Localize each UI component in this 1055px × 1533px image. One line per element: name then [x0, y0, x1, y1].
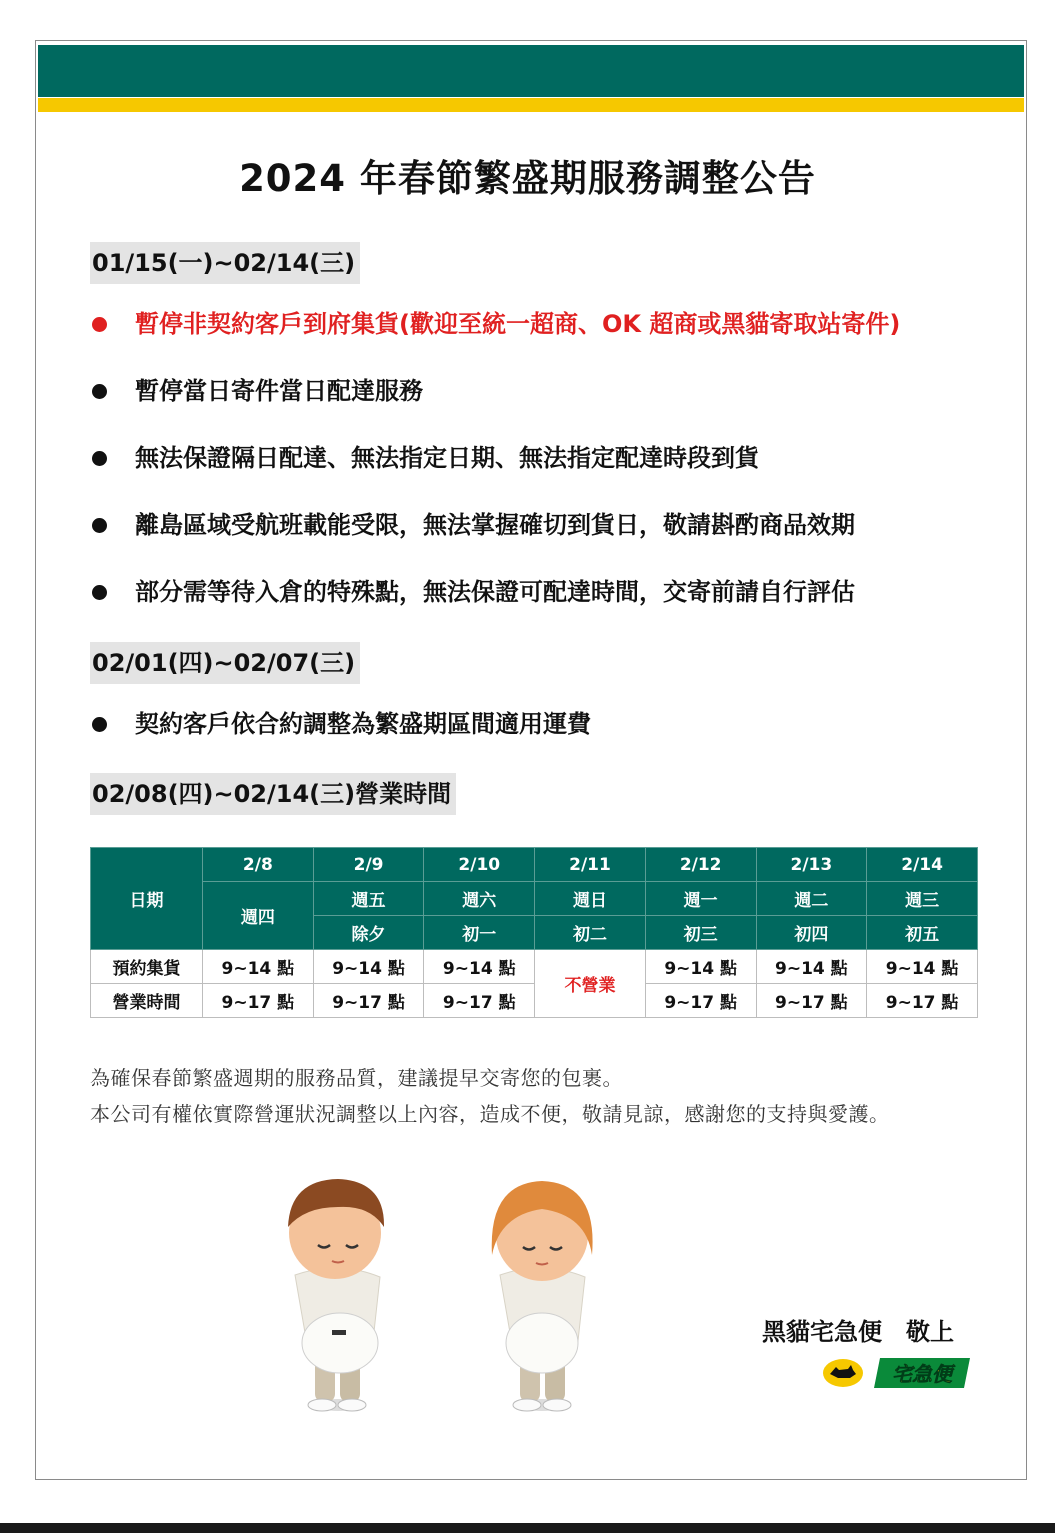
lunar-date-cell: 除夕: [313, 916, 424, 950]
date-cell: 2/13: [756, 848, 867, 882]
tqbin-logo: [822, 1356, 972, 1390]
header-green-band: [38, 45, 1024, 97]
pickup-cell: 9~14 點: [424, 950, 535, 984]
weekday-cell: 週五: [313, 882, 424, 916]
pickup-cell: 9~14 點: [203, 950, 314, 984]
section-heading-3: 02/08(四)~02/14(三)營業時間: [90, 773, 456, 815]
weekday-cell: 週一: [645, 882, 756, 916]
table-row: [91, 882, 978, 916]
bowing-staff-illustration: [260, 1165, 640, 1425]
list-item: 無法保證隔日配達、無法指定日期、無法指定配達時段到貨: [90, 438, 900, 505]
list-item: 暫停非契約客戶到府集貨(歡迎至統一超商、OK 超商或黑貓寄取站寄件): [90, 304, 900, 371]
section-1-list: [90, 304, 900, 639]
bowing-boy-figure: [288, 1179, 384, 1411]
table-row: [91, 950, 978, 984]
lunar-date-cell: 初三: [645, 916, 756, 950]
pickup-cell: 9~14 點: [645, 950, 756, 984]
hours-cell: 9~17 點: [645, 984, 756, 1018]
section-heading-2: 02/01(四)~02/07(三): [90, 642, 360, 684]
lunar-date-cell: 初四: [756, 916, 867, 950]
pickup-row-header: 預約集貨: [91, 950, 203, 984]
closed-cell: 不營業: [535, 950, 646, 1018]
section-heading-1: 01/15(一)~02/14(三): [90, 242, 360, 284]
pickup-cell: 9~14 點: [756, 950, 867, 984]
notice-title: 2024 年春節繁盛期服務調整公告: [239, 157, 816, 200]
bullet-dot-icon: [92, 451, 107, 466]
bullet-dot-icon: [92, 518, 107, 533]
bullet-dot-icon: [92, 384, 107, 399]
hours-cell: 9~17 點: [867, 984, 978, 1018]
weekday-cell: 週日: [535, 882, 646, 916]
weekday-cell: 週六: [424, 882, 535, 916]
hours-cell: 9~17 點: [313, 984, 424, 1018]
bowing-girl-figure: [492, 1181, 593, 1411]
hours-cell: 9~17 點: [756, 984, 867, 1018]
weekday-cell: 週三: [867, 882, 978, 916]
bullet-dot-icon: [92, 317, 107, 332]
signature: 黑貓宅急便 敬上: [762, 1318, 954, 1346]
date-cell: 2/12: [645, 848, 756, 882]
lunar-date-cell: 初五: [867, 916, 978, 950]
footnote-1: 為確保春節繁盛週期的服務品質，建議提早交寄您的包裹。: [90, 1066, 623, 1090]
bullet-dot-icon: [92, 585, 107, 600]
list-item: 離島區域受航班載能受限，無法掌握確切到貨日，敬請斟酌商品效期: [90, 505, 900, 572]
list-item: 部分需等待入倉的特殊點，無法保證可配達時間，交寄前請自行評估: [90, 572, 900, 639]
bottom-edge-bar: [0, 1523, 1055, 1533]
weekday-cell: 週四: [203, 882, 314, 950]
hours-cell: 9~17 點: [424, 984, 535, 1018]
business-hours-table: [90, 847, 978, 1018]
list-item: 契約客戶依合約調整為繁盛期區間適用運費: [90, 704, 591, 771]
lunar-date-cell: 初一: [424, 916, 535, 950]
date-cell: 2/10: [424, 848, 535, 882]
list-item: 暫停當日寄件當日配達服務: [90, 371, 900, 438]
header-yellow-stripe: [38, 98, 1024, 112]
date-cell: 2/14: [867, 848, 978, 882]
table-row: [91, 848, 978, 882]
date-cell: 2/11: [535, 848, 646, 882]
pickup-cell: 9~14 點: [867, 950, 978, 984]
section-2-list: [90, 704, 591, 771]
pickup-cell: 9~14 點: [313, 950, 424, 984]
hours-row-header: 營業時間: [91, 984, 203, 1018]
date-cell: 2/9: [313, 848, 424, 882]
footnote-2: 本公司有權依實際營運狀況調整以上內容，造成不便，敬請見諒，感謝您的支持與愛護。: [90, 1102, 890, 1126]
bullet-dot-icon: [92, 717, 107, 732]
table-row: [91, 984, 978, 1018]
weekday-cell: 週二: [756, 882, 867, 916]
hours-cell: 9~17 點: [203, 984, 314, 1018]
date-row-header: 日期: [91, 848, 203, 950]
date-cell: 2/8: [203, 848, 314, 882]
lunar-date-cell: 初二: [535, 916, 646, 950]
logo-wordmark: 宅急便: [892, 1362, 952, 1386]
